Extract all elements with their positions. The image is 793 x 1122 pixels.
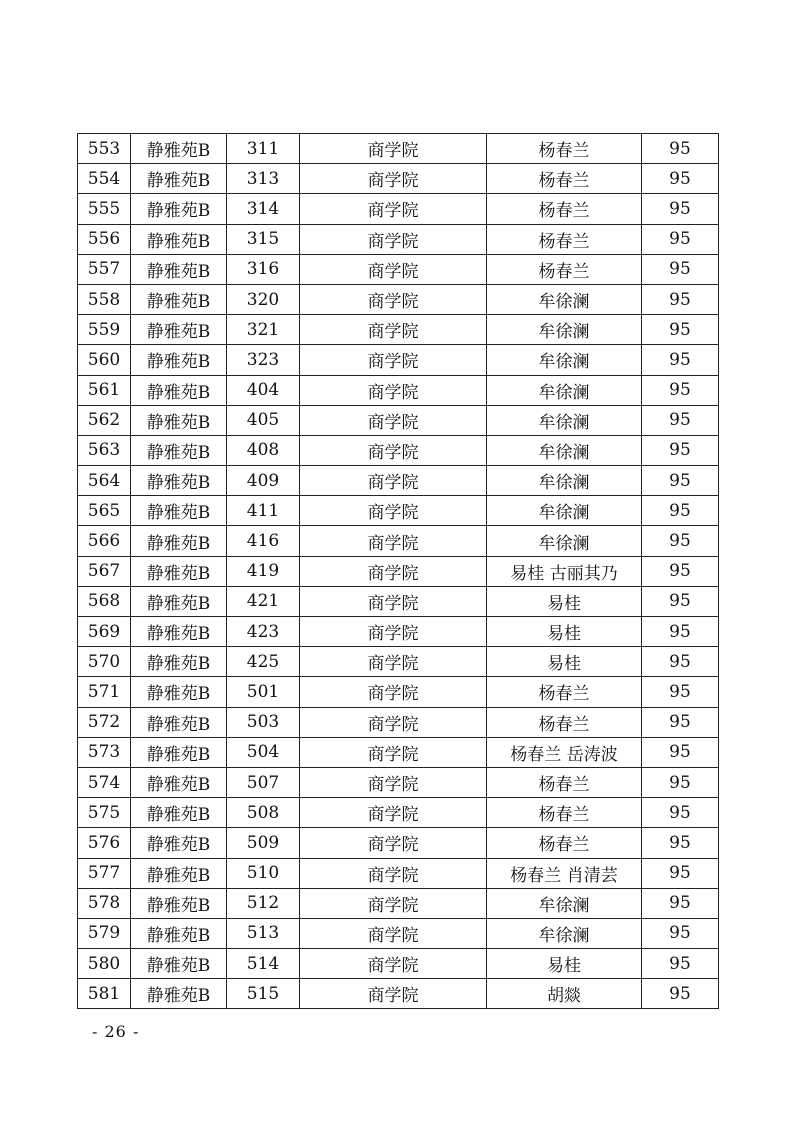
score-cell: 95 <box>642 284 719 314</box>
table-row <box>78 677 719 707</box>
counselor-cell: 牟徐澜 <box>487 888 642 918</box>
table-row <box>78 737 719 767</box>
score-cell: 95 <box>642 164 719 194</box>
building-cell: 静雅苑B <box>131 556 227 586</box>
score-cell: 95 <box>642 828 719 858</box>
score-cell: 95 <box>642 194 719 224</box>
room-number-cell: 409 <box>227 466 300 496</box>
room-number-cell: 316 <box>227 254 300 284</box>
building-cell: 静雅苑B <box>131 617 227 647</box>
score-cell: 95 <box>642 586 719 616</box>
counselor-cell: 牟徐澜 <box>487 284 642 314</box>
score-cell: 95 <box>642 617 719 647</box>
college-cell: 商学院 <box>300 496 487 526</box>
room-number-cell: 512 <box>227 888 300 918</box>
row-index-cell: 554 <box>78 164 131 194</box>
row-index-cell: 573 <box>78 737 131 767</box>
score-cell: 95 <box>642 798 719 828</box>
table-row <box>78 888 719 918</box>
score-cell: 95 <box>642 647 719 677</box>
building-cell: 静雅苑B <box>131 828 227 858</box>
score-cell: 95 <box>642 224 719 254</box>
building-cell: 静雅苑B <box>131 405 227 435</box>
college-cell: 商学院 <box>300 979 487 1009</box>
counselor-cell: 易桂 古丽其乃 <box>487 556 642 586</box>
table-row <box>78 647 719 677</box>
score-cell: 95 <box>642 435 719 465</box>
room-number-cell: 311 <box>227 134 300 164</box>
score-cell: 95 <box>642 888 719 918</box>
score-cell: 95 <box>642 315 719 345</box>
building-cell: 静雅苑B <box>131 164 227 194</box>
counselor-cell: 牟徐澜 <box>487 405 642 435</box>
college-cell: 商学院 <box>300 828 487 858</box>
table-row <box>78 858 719 888</box>
counselor-cell: 牟徐澜 <box>487 918 642 948</box>
page-number: - 26 - <box>92 1022 140 1041</box>
room-number-cell: 408 <box>227 435 300 465</box>
room-number-cell: 504 <box>227 737 300 767</box>
counselor-cell: 杨春兰 <box>487 134 642 164</box>
table-row <box>78 224 719 254</box>
counselor-cell: 杨春兰 <box>487 767 642 797</box>
score-cell: 95 <box>642 737 719 767</box>
college-cell: 商学院 <box>300 164 487 194</box>
table-row <box>78 767 719 797</box>
building-cell: 静雅苑B <box>131 466 227 496</box>
college-cell: 商学院 <box>300 466 487 496</box>
room-number-cell: 321 <box>227 315 300 345</box>
building-cell: 静雅苑B <box>131 496 227 526</box>
college-cell: 商学院 <box>300 767 487 797</box>
counselor-cell: 易桂 <box>487 617 642 647</box>
table-row <box>78 798 719 828</box>
table-row <box>78 526 719 556</box>
table-row <box>78 405 719 435</box>
counselor-cell: 杨春兰 <box>487 224 642 254</box>
score-cell: 95 <box>642 979 719 1009</box>
building-cell: 静雅苑B <box>131 345 227 375</box>
college-cell: 商学院 <box>300 949 487 979</box>
table-row <box>78 617 719 647</box>
row-index-cell: 553 <box>78 134 131 164</box>
building-cell: 静雅苑B <box>131 888 227 918</box>
college-cell: 商学院 <box>300 224 487 254</box>
counselor-cell: 牟徐澜 <box>487 526 642 556</box>
counselor-cell: 易桂 <box>487 949 642 979</box>
counselor-cell: 牟徐澜 <box>487 435 642 465</box>
room-number-cell: 416 <box>227 526 300 556</box>
college-cell: 商学院 <box>300 134 487 164</box>
table-row <box>78 707 719 737</box>
building-cell: 静雅苑B <box>131 284 227 314</box>
college-cell: 商学院 <box>300 617 487 647</box>
counselor-cell: 牟徐澜 <box>487 315 642 345</box>
table-row <box>78 556 719 586</box>
score-cell: 95 <box>642 496 719 526</box>
table-row <box>78 345 719 375</box>
building-cell: 静雅苑B <box>131 526 227 556</box>
row-index-cell: 581 <box>78 979 131 1009</box>
college-cell: 商学院 <box>300 315 487 345</box>
score-cell: 95 <box>642 466 719 496</box>
score-cell: 95 <box>642 254 719 284</box>
building-cell: 静雅苑B <box>131 918 227 948</box>
table-row <box>78 466 719 496</box>
counselor-cell: 杨春兰 <box>487 798 642 828</box>
counselor-cell: 杨春兰 <box>487 194 642 224</box>
score-cell: 95 <box>642 375 719 405</box>
table-row <box>78 435 719 465</box>
college-cell: 商学院 <box>300 888 487 918</box>
score-cell: 95 <box>642 526 719 556</box>
row-index-cell: 558 <box>78 284 131 314</box>
table-row <box>78 375 719 405</box>
counselor-cell: 胡燚 <box>487 979 642 1009</box>
building-cell: 静雅苑B <box>131 586 227 616</box>
counselor-cell: 杨春兰 <box>487 677 642 707</box>
score-cell: 95 <box>642 707 719 737</box>
building-cell: 静雅苑B <box>131 134 227 164</box>
room-number-cell: 503 <box>227 707 300 737</box>
row-index-cell: 577 <box>78 858 131 888</box>
room-number-cell: 405 <box>227 405 300 435</box>
college-cell: 商学院 <box>300 707 487 737</box>
row-index-cell: 567 <box>78 556 131 586</box>
row-index-cell: 569 <box>78 617 131 647</box>
room-number-cell: 404 <box>227 375 300 405</box>
room-number-cell: 421 <box>227 586 300 616</box>
college-cell: 商学院 <box>300 254 487 284</box>
college-cell: 商学院 <box>300 556 487 586</box>
college-cell: 商学院 <box>300 586 487 616</box>
row-index-cell: 562 <box>78 405 131 435</box>
table-row <box>78 496 719 526</box>
row-index-cell: 579 <box>78 918 131 948</box>
counselor-cell: 杨春兰 <box>487 828 642 858</box>
room-number-cell: 515 <box>227 979 300 1009</box>
table-row <box>78 134 719 164</box>
college-cell: 商学院 <box>300 647 487 677</box>
table-row <box>78 194 719 224</box>
building-cell: 静雅苑B <box>131 737 227 767</box>
building-cell: 静雅苑B <box>131 224 227 254</box>
counselor-cell: 杨春兰 <box>487 707 642 737</box>
college-cell: 商学院 <box>300 798 487 828</box>
college-cell: 商学院 <box>300 677 487 707</box>
room-number-cell: 320 <box>227 284 300 314</box>
counselor-cell: 杨春兰 肖清芸 <box>487 858 642 888</box>
college-cell: 商学院 <box>300 737 487 767</box>
building-cell: 静雅苑B <box>131 798 227 828</box>
college-cell: 商学院 <box>300 345 487 375</box>
row-index-cell: 561 <box>78 375 131 405</box>
building-cell: 静雅苑B <box>131 375 227 405</box>
room-number-cell: 509 <box>227 828 300 858</box>
room-number-cell: 419 <box>227 556 300 586</box>
room-number-cell: 514 <box>227 949 300 979</box>
row-index-cell: 575 <box>78 798 131 828</box>
room-number-cell: 411 <box>227 496 300 526</box>
room-number-cell: 501 <box>227 677 300 707</box>
room-number-cell: 423 <box>227 617 300 647</box>
college-cell: 商学院 <box>300 375 487 405</box>
room-number-cell: 313 <box>227 164 300 194</box>
building-cell: 静雅苑B <box>131 254 227 284</box>
score-cell: 95 <box>642 134 719 164</box>
table-row <box>78 164 719 194</box>
building-cell: 静雅苑B <box>131 949 227 979</box>
table-row <box>78 979 719 1009</box>
row-index-cell: 570 <box>78 647 131 677</box>
dormitory-score-table <box>77 133 719 1009</box>
room-number-cell: 323 <box>227 345 300 375</box>
row-index-cell: 560 <box>78 345 131 375</box>
score-cell: 95 <box>642 556 719 586</box>
college-cell: 商学院 <box>300 918 487 948</box>
counselor-cell: 杨春兰 <box>487 164 642 194</box>
room-number-cell: 507 <box>227 767 300 797</box>
score-cell: 95 <box>642 858 719 888</box>
table-row <box>78 254 719 284</box>
counselor-cell: 牟徐澜 <box>487 466 642 496</box>
room-number-cell: 314 <box>227 194 300 224</box>
room-number-cell: 315 <box>227 224 300 254</box>
counselor-cell: 杨春兰 <box>487 254 642 284</box>
room-number-cell: 513 <box>227 918 300 948</box>
row-index-cell: 566 <box>78 526 131 556</box>
counselor-cell: 牟徐澜 <box>487 345 642 375</box>
row-index-cell: 564 <box>78 466 131 496</box>
row-index-cell: 580 <box>78 949 131 979</box>
row-index-cell: 574 <box>78 767 131 797</box>
building-cell: 静雅苑B <box>131 194 227 224</box>
row-index-cell: 568 <box>78 586 131 616</box>
counselor-cell: 易桂 <box>487 647 642 677</box>
score-cell: 95 <box>642 677 719 707</box>
row-index-cell: 572 <box>78 707 131 737</box>
table-row <box>78 949 719 979</box>
table-row <box>78 586 719 616</box>
room-number-cell: 508 <box>227 798 300 828</box>
building-cell: 静雅苑B <box>131 677 227 707</box>
college-cell: 商学院 <box>300 435 487 465</box>
score-cell: 95 <box>642 949 719 979</box>
college-cell: 商学院 <box>300 526 487 556</box>
building-cell: 静雅苑B <box>131 767 227 797</box>
college-cell: 商学院 <box>300 405 487 435</box>
building-cell: 静雅苑B <box>131 858 227 888</box>
building-cell: 静雅苑B <box>131 647 227 677</box>
building-cell: 静雅苑B <box>131 707 227 737</box>
row-index-cell: 555 <box>78 194 131 224</box>
college-cell: 商学院 <box>300 194 487 224</box>
table-row <box>78 315 719 345</box>
score-cell: 95 <box>642 405 719 435</box>
counselor-cell: 易桂 <box>487 586 642 616</box>
score-cell: 95 <box>642 767 719 797</box>
room-number-cell: 425 <box>227 647 300 677</box>
table-row <box>78 284 719 314</box>
row-index-cell: 556 <box>78 224 131 254</box>
counselor-cell: 牟徐澜 <box>487 496 642 526</box>
college-cell: 商学院 <box>300 858 487 888</box>
counselor-cell: 牟徐澜 <box>487 375 642 405</box>
row-index-cell: 563 <box>78 435 131 465</box>
table-row <box>78 918 719 948</box>
row-index-cell: 565 <box>78 496 131 526</box>
score-cell: 95 <box>642 345 719 375</box>
college-cell: 商学院 <box>300 284 487 314</box>
building-cell: 静雅苑B <box>131 435 227 465</box>
table-body <box>78 134 719 1009</box>
row-index-cell: 571 <box>78 677 131 707</box>
row-index-cell: 557 <box>78 254 131 284</box>
row-index-cell: 559 <box>78 315 131 345</box>
row-index-cell: 576 <box>78 828 131 858</box>
score-cell: 95 <box>642 918 719 948</box>
room-number-cell: 510 <box>227 858 300 888</box>
row-index-cell: 578 <box>78 888 131 918</box>
table-row <box>78 828 719 858</box>
building-cell: 静雅苑B <box>131 315 227 345</box>
building-cell: 静雅苑B <box>131 979 227 1009</box>
counselor-cell: 杨春兰 岳涛波 <box>487 737 642 767</box>
